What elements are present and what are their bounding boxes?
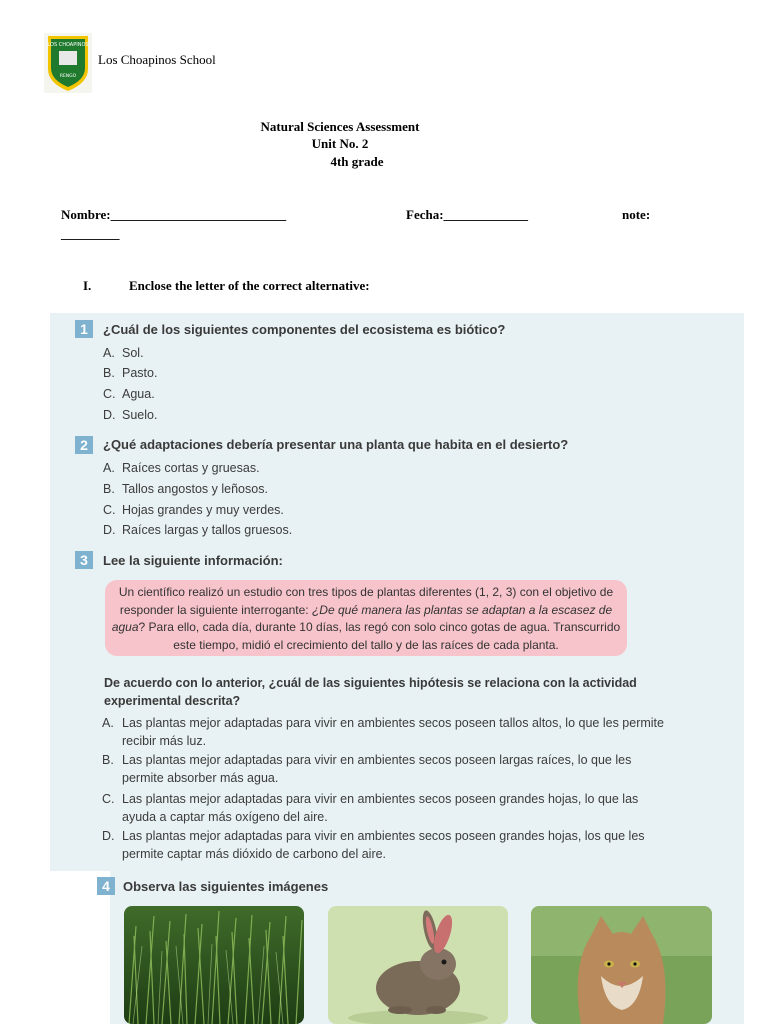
unit-title: Unit No. 2 xyxy=(311,136,369,151)
option-text: Las plantas mejor adaptadas para vivir en ambientes secos poseen largas raíces, lo que les permite absorber más agua. xyxy=(122,753,632,785)
option-text: Suelo. xyxy=(122,408,158,422)
name-field: Nombre:___________________________ xyxy=(61,207,287,222)
question-number-badge: 4 xyxy=(97,877,115,895)
option-letter: D. xyxy=(103,408,116,422)
info-text-part: Un científico realizó un estudio con tres tipos de plantas diferentes (1, 2, 3) con el objetivo de responder la siguiente interrogante: xyxy=(118,585,614,617)
option-text: Tallos angostos y leñosos. xyxy=(122,482,268,496)
option-text: Las plantas mejor adaptadas para vivir en ambientes secos poseen grandes hojas, los que les permite captar más dióxido de carbono del aire. xyxy=(122,829,645,861)
option-item xyxy=(103,503,284,517)
school-name: Los Choapinos School xyxy=(98,52,216,67)
question-number-badge: 2 xyxy=(75,436,93,454)
question-text: ¿Cuál de los siguientes componentes del ecosistema es biótico? xyxy=(103,322,506,337)
option-letter: C. xyxy=(103,387,116,401)
date-field: Fecha:_____________ xyxy=(406,207,529,222)
option-letter: A. xyxy=(102,716,114,730)
info-text xyxy=(110,584,622,654)
note-label: note: xyxy=(622,207,651,222)
option-letter: B. xyxy=(103,482,115,496)
svg-text:LOS CHOAPINOS: LOS CHOAPINOS xyxy=(47,42,89,48)
grade-title: 4th grade xyxy=(330,154,384,169)
option-item xyxy=(103,523,292,537)
option-text: Las plantas mejor adaptadas para vivir en ambientes secos poseen tallos altos, lo que les permite recibir más luz. xyxy=(122,716,664,748)
note-field: _________ xyxy=(61,226,120,241)
option-text: Pasto. xyxy=(122,366,158,380)
info-text-part: ? Para ello, cada día, durante 10 días, las regó con solo cinco gotas de agua. Transcurrido este tiempo, midió el crecimiento del tallo y de las raíces de cada planta. xyxy=(138,620,621,652)
question-text: Lee la siguiente información: xyxy=(103,553,283,568)
question-text: ¿Qué adaptaciones debería presentar una planta que habita en el desierto? xyxy=(103,437,569,452)
option-text: Raíces cortas y gruesas. xyxy=(122,461,260,475)
option-text: Raíces largas y tallos gruesos. xyxy=(122,523,293,537)
option-text: Hojas grandes y muy verdes. xyxy=(122,503,284,517)
assessment-title: Natural Sciences Assessment xyxy=(260,119,420,134)
question-text: Observa las siguientes imágenes xyxy=(123,879,329,894)
option-item xyxy=(103,461,260,475)
option-letter: B. xyxy=(103,366,115,380)
option-item xyxy=(102,714,667,750)
option-text: Agua. xyxy=(122,387,155,401)
school-logo xyxy=(44,33,92,93)
question-number-badge: 3 xyxy=(75,551,93,569)
option-letter: A. xyxy=(103,346,115,360)
option-item xyxy=(102,827,667,863)
option-letter: A. xyxy=(103,461,115,475)
option-letter: D. xyxy=(102,829,115,843)
option-item xyxy=(103,346,144,360)
svg-text:RENGO: RENGO xyxy=(59,74,77,79)
option-item xyxy=(102,790,667,826)
option-letter: C. xyxy=(103,503,116,517)
option-letter: C. xyxy=(102,792,115,806)
option-letter: D. xyxy=(103,523,116,537)
grass-photo xyxy=(124,906,304,1024)
option-item xyxy=(103,366,157,380)
option-item xyxy=(102,751,667,787)
info-text-italic: ¿De qué manera las plantas se adaptan a la escasez de agua xyxy=(111,602,613,634)
option-item xyxy=(103,387,155,401)
section-instruction: Enclose the letter of the correct alternative: xyxy=(129,278,370,293)
option-text: Sol. xyxy=(122,346,144,360)
section-number: I. xyxy=(83,278,92,293)
option-text: Las plantas mejor adaptadas para vivir en ambientes secos poseen grandes hojas, lo que las ayuda a captar más oxígeno del aire. xyxy=(122,792,639,824)
question-number-badge: 1 xyxy=(75,320,93,338)
question-prompt: De acuerdo con lo anterior, ¿cuál de las siguientes hipótesis se relaciona con la actividad experimental descrita? xyxy=(104,676,637,708)
option-item xyxy=(103,408,157,422)
option-item xyxy=(103,482,268,496)
option-letter: B. xyxy=(102,753,114,767)
puma-photo xyxy=(531,906,712,1024)
rabbit-photo xyxy=(328,906,508,1024)
